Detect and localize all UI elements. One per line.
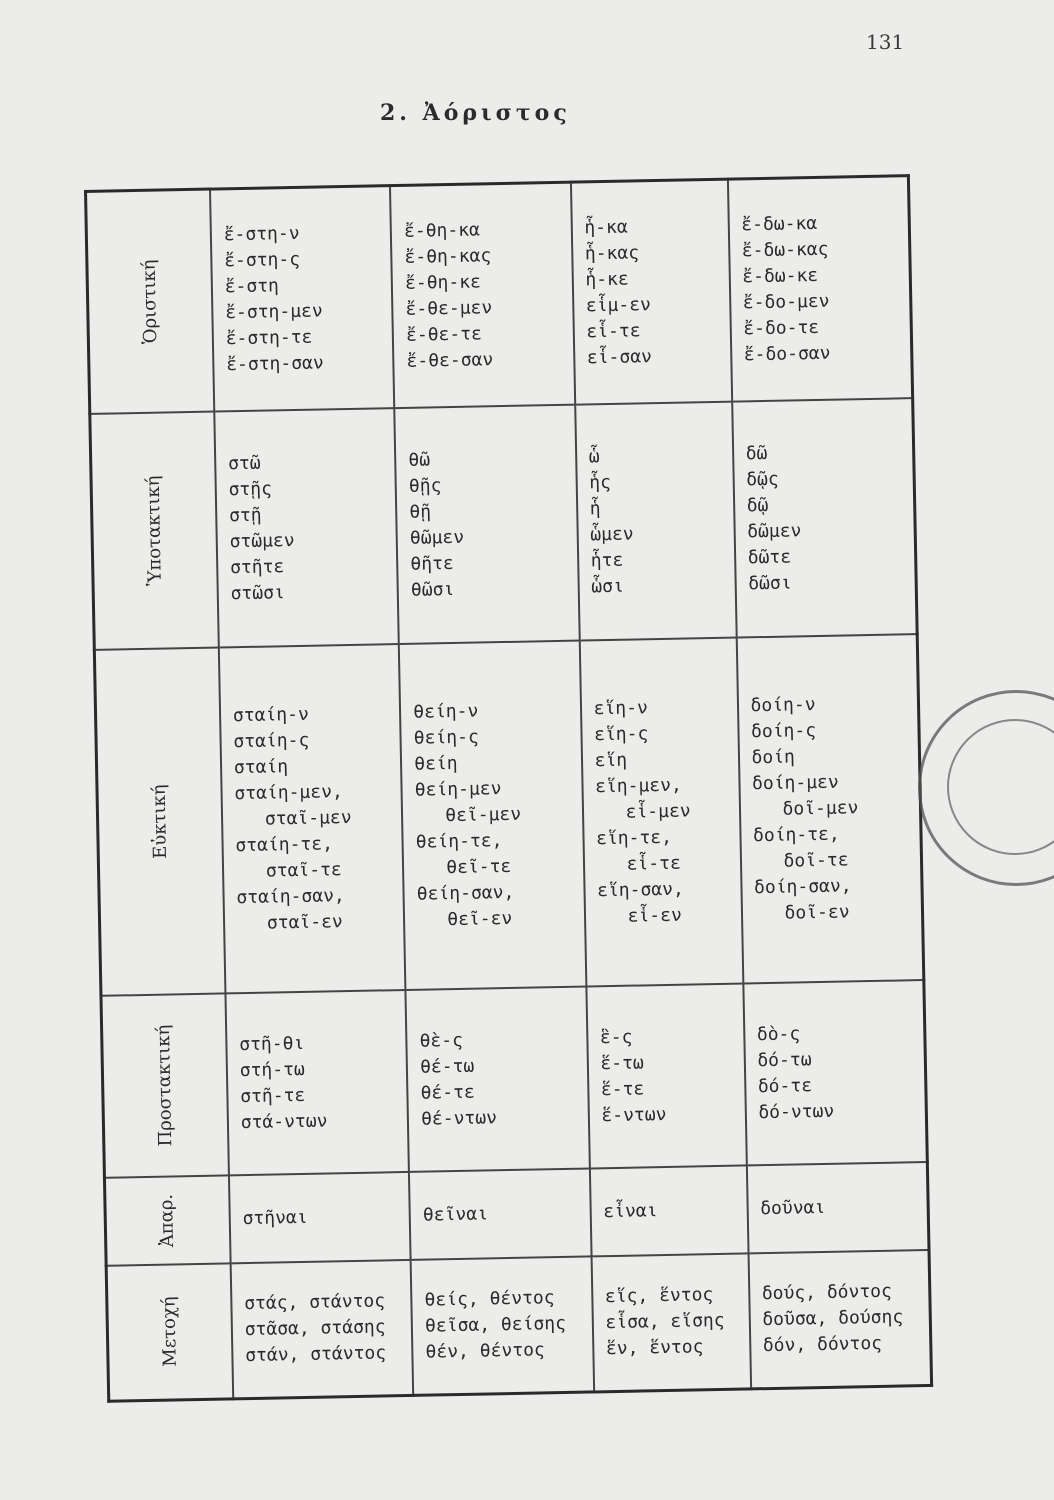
- verb-form: σταῖ-τε: [265, 858, 342, 882]
- verb-form: δό-τε: [757, 1074, 813, 1097]
- form-cell: [390, 182, 575, 407]
- verb-form: θέ-τε: [420, 1081, 475, 1104]
- verb-form: εἵς, ἕντος: [604, 1284, 714, 1308]
- form-cell: [229, 1171, 411, 1262]
- verb-form: εἷ-μεν: [625, 799, 691, 823]
- verb-form: ἔ-δω-κα: [741, 212, 818, 236]
- form-cell: [743, 980, 927, 1165]
- verb-form: θέ-ντων: [420, 1106, 498, 1130]
- verb-form: δῶ: [745, 442, 768, 464]
- mood-label: Εὐκτική: [148, 783, 171, 859]
- verb-form: θείη-τε,: [415, 829, 503, 853]
- verb-form: ἔ-θε-σαν: [406, 348, 494, 372]
- verb-form: εἵη-σαν,: [596, 878, 685, 901]
- verb-form: ἔ-θη-κε: [404, 271, 482, 294]
- conjugation-table-wrapper: [84, 174, 933, 1400]
- verb-form: στῆ-θι: [239, 1032, 305, 1055]
- form-cell: [732, 398, 917, 637]
- verb-form: στάς, στάντος: [244, 1290, 386, 1315]
- verb-form: ἕ-τω: [600, 1051, 644, 1074]
- verb-form: δῶμεν: [747, 519, 802, 542]
- form-cell: [406, 986, 590, 1171]
- verb-form: ἧτε: [590, 549, 624, 571]
- verb-form: ἔ-στη-ν: [223, 222, 300, 246]
- mood-row: [90, 398, 917, 650]
- verb-form: εἵη-μεν,: [594, 774, 683, 797]
- verb-form: δό-τω: [757, 1048, 812, 1071]
- verb-form: εἵη: [594, 749, 628, 771]
- mood-label-cell: [90, 411, 219, 649]
- verb-form: στῇ: [228, 504, 262, 526]
- mood-row: [106, 1249, 931, 1401]
- form-cell: [411, 1256, 594, 1395]
- form-cell: [214, 408, 399, 647]
- verb-form: θείη-μεν: [414, 777, 502, 801]
- verb-form: ἔ-στη-σαν: [226, 352, 324, 376]
- mood-label: Μετοχή: [158, 1296, 181, 1368]
- verb-form: σταίη: [233, 755, 289, 778]
- verb-form: δῶσι: [748, 571, 792, 594]
- verb-form: δοίη-μεν: [751, 771, 839, 794]
- verb-form: στῶμεν: [229, 529, 295, 552]
- verb-form: σταίη-σαν,: [236, 884, 345, 908]
- verb-form: σταίη-μεν,: [234, 780, 343, 804]
- verb-form: ἔ-θη-κα: [403, 219, 481, 242]
- verb-form: εἵη-τε,: [595, 826, 673, 849]
- verb-form: ἧ-κα: [584, 216, 628, 239]
- verb-form: θείη-ς: [413, 726, 480, 749]
- verb-form: ἔ-δο-σαν: [743, 342, 831, 366]
- mood-label: Ὁριστική: [138, 259, 161, 344]
- verb-form: ἕ-τε: [600, 1077, 645, 1100]
- verb-form: ἔ-θε-τε: [405, 323, 483, 346]
- form-cell: [586, 983, 746, 1168]
- verb-form: σταῖ-μεν: [264, 806, 352, 830]
- mood-label-cell: [94, 647, 225, 995]
- verb-form: εἶναι: [603, 1199, 658, 1222]
- form-cell: [571, 179, 732, 404]
- verb-form: θῇ: [409, 500, 432, 523]
- verb-form: ἔ-δω-κας: [741, 238, 829, 262]
- verb-form: στῆτε: [229, 555, 285, 578]
- verb-form: δοίη-ς: [750, 719, 817, 742]
- verb-form: θείη-σαν,: [416, 881, 515, 905]
- verb-form: δοίη: [751, 745, 796, 768]
- verb-form: δόν, δόντος: [762, 1333, 883, 1357]
- page-number: 131: [866, 30, 905, 54]
- verb-form: θῶσι: [410, 578, 455, 601]
- form-cell: [589, 1165, 748, 1256]
- verb-form: ἧ: [589, 497, 601, 519]
- verb-form: σταῖ-εν: [266, 910, 343, 934]
- verb-form: ἔ-θε-μεν: [405, 296, 493, 320]
- verb-form: δῶτε: [747, 545, 792, 568]
- verb-form: ὧμεν: [590, 523, 634, 545]
- mood-label-cell: [104, 1175, 230, 1265]
- verb-form: θέ-τω: [419, 1055, 475, 1078]
- mood-label: Ὑποτακτική: [142, 474, 166, 586]
- verb-form: δοῦσα, δούσης: [762, 1306, 904, 1331]
- verb-form: ἕ-ντων: [601, 1103, 667, 1126]
- verb-form: ὧσι: [591, 575, 624, 597]
- verb-form: δῷ: [746, 494, 769, 516]
- verb-form: εἷ-τε: [586, 320, 641, 343]
- verb-form: θῇς: [408, 474, 442, 497]
- verb-form: στῶσι: [230, 581, 285, 604]
- verb-form: ἔ-δω-κε: [742, 264, 819, 288]
- verb-form: εἷ-τε: [626, 852, 681, 875]
- form-cell: [225, 989, 409, 1174]
- verb-form: δοίη-τε,: [752, 823, 840, 846]
- form-cell: [727, 176, 912, 401]
- form-cell: [399, 640, 586, 989]
- form-cell: [575, 401, 736, 640]
- mood-label: Προστακτική: [152, 1024, 177, 1147]
- verb-form: ἔ-στη: [224, 275, 280, 298]
- verb-form: δοίη-ν: [750, 693, 816, 716]
- mood-label-cell: [106, 1263, 233, 1401]
- form-cell: [591, 1253, 751, 1392]
- verb-form: ἔ-στη-ς: [224, 248, 301, 272]
- form-cell: [736, 634, 924, 983]
- verb-form: σταίη-ν: [232, 703, 309, 726]
- verb-form: ἧ-κας: [584, 242, 640, 265]
- verb-form: δοῖ-μεν: [782, 796, 859, 820]
- verb-form: ἔ-στη-τε: [225, 326, 313, 350]
- verb-form: θὲ-ς: [419, 1029, 464, 1052]
- verb-form: σταίη-τε,: [235, 832, 334, 856]
- mood-label: Ἀπαρ.: [156, 1193, 179, 1247]
- verb-form: στῶ: [227, 452, 261, 474]
- mood-label-cell: [86, 189, 215, 413]
- verb-form: στῇς: [228, 477, 273, 500]
- verb-form: δό-ντων: [758, 1100, 835, 1123]
- form-cell: [219, 644, 406, 993]
- verb-form: θῶ: [408, 448, 431, 471]
- form-cell: [210, 186, 395, 411]
- verb-form: ἔ-δο-τε: [743, 316, 820, 340]
- verb-form: ἧ-κε: [585, 268, 629, 291]
- verb-form: ὧ: [588, 445, 600, 467]
- mood-row: [104, 1161, 929, 1265]
- verb-form: θέν, θέντος: [425, 1339, 545, 1363]
- verb-form: στάν, στάντος: [245, 1342, 387, 1367]
- verb-form: δούς, δόντος: [761, 1280, 893, 1305]
- verb-form: θείς, θέντος: [424, 1287, 555, 1311]
- verb-form: στῆναι: [242, 1206, 308, 1229]
- verb-form: στή-τω: [239, 1058, 305, 1081]
- verb-form: θῶμεν: [409, 526, 465, 549]
- form-cell: [748, 1249, 932, 1388]
- verb-form: ἓ-ς: [599, 1026, 633, 1048]
- section-title: 2. Ἀόριστος: [380, 100, 571, 126]
- verb-form: δῷς: [746, 468, 779, 490]
- conjugation-table: [84, 174, 933, 1403]
- verb-form: δοῦναι: [760, 1196, 826, 1219]
- form-cell: [394, 404, 579, 643]
- verb-form: θεῖναι: [422, 1202, 489, 1226]
- mood-label-cell: [101, 993, 229, 1177]
- mood-row: [94, 634, 923, 996]
- mood-row: [101, 980, 927, 1178]
- verb-form: ἧς: [589, 471, 612, 493]
- verb-form: στῆ-τε: [240, 1084, 306, 1107]
- form-cell: [579, 637, 743, 986]
- verb-form: θείη-ν: [413, 700, 479, 723]
- form-cell: [230, 1259, 413, 1398]
- verb-form: ἔ-θη-κας: [404, 244, 492, 268]
- verb-form: θεῖσα, θείσης: [424, 1313, 567, 1337]
- verb-form: θείη: [414, 752, 458, 775]
- verb-form: θεῖ-εν: [447, 907, 513, 930]
- mood-row: [86, 176, 913, 414]
- verb-form: στά-ντων: [240, 1110, 328, 1133]
- form-cell: [409, 1168, 591, 1259]
- verb-form: εἵη-ς: [593, 722, 649, 745]
- verb-form: δοῖ-εν: [784, 900, 850, 924]
- verb-form: εἵη-ν: [593, 696, 649, 719]
- verb-form: εἷσα, εἵσης: [605, 1310, 725, 1334]
- form-cell: [746, 1161, 929, 1252]
- verb-form: ἔ-δο-μεν: [742, 290, 830, 314]
- verb-form: ἕν, ἕντος: [605, 1336, 704, 1360]
- verb-form: ἔ-στη-μεν: [225, 300, 323, 324]
- verb-form: θεῖ-μεν: [445, 803, 522, 826]
- verb-form: θῆτε: [410, 552, 454, 575]
- verb-form: στᾶσα, στάσης: [244, 1316, 386, 1341]
- verb-form: εἷ-εν: [627, 904, 682, 927]
- library-stamp: [918, 690, 1054, 886]
- verb-form: δοίη-σαν,: [753, 874, 852, 898]
- verb-form: θεῖ-τε: [446, 855, 512, 878]
- verb-form: σταίη-ς: [233, 729, 310, 752]
- verb-form: εἷμ-εν: [585, 293, 652, 317]
- verb-form: εἷ-σαν: [586, 345, 653, 369]
- verb-form: δοῖ-τε: [783, 848, 849, 872]
- verb-form: δὸ-ς: [756, 1022, 801, 1045]
